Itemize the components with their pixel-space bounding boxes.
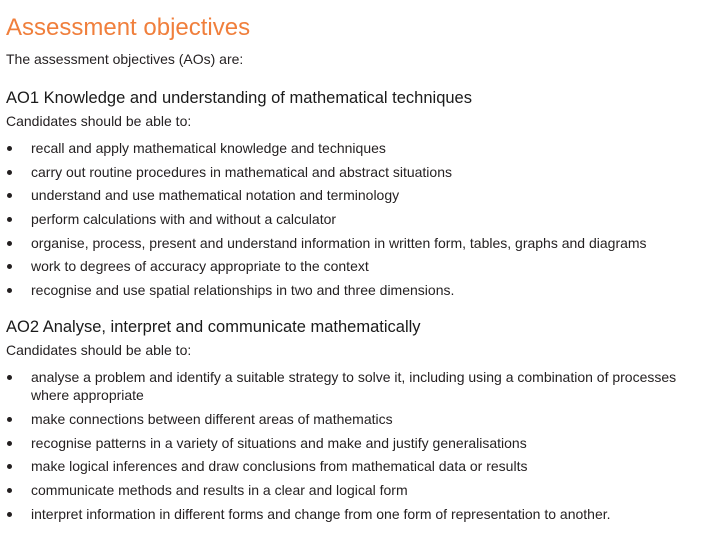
list-item bbox=[6, 257, 726, 276]
list-item bbox=[6, 163, 726, 182]
list-item bbox=[6, 210, 726, 229]
list-item-text: recall and apply mathematical knowledge and techniques bbox=[31, 140, 386, 156]
bullet-icon bbox=[7, 464, 12, 469]
ao1-lead: Candidates should be able to: bbox=[6, 113, 192, 129]
list-item bbox=[6, 281, 726, 300]
list-item-text: recognise patterns in a variety of situations and make and justify generalisations bbox=[31, 434, 527, 451]
list-item-text: organise, process, present and understand information in written form, tables, graphs and diagrams bbox=[31, 234, 647, 251]
bullet-icon bbox=[7, 417, 12, 422]
list-item bbox=[6, 234, 726, 253]
intro-text: The assessment objectives (AOs) are: bbox=[6, 51, 244, 67]
list-item-text: carry out routine procedures in mathematical and abstract situations bbox=[31, 163, 452, 180]
ao2-bullet-list bbox=[6, 368, 726, 523]
list-item-text: perform calculations with and without a calculator bbox=[31, 211, 337, 228]
list-item-text: communicate methods and results in a clear and logical form bbox=[31, 481, 408, 498]
list-item bbox=[6, 457, 726, 476]
list-item bbox=[6, 481, 726, 500]
ao2-heading: AO2 Analyse, interpret and communicate mathematically bbox=[6, 317, 421, 336]
list-item-text: make logical inferences and draw conclusions from mathematical data or results bbox=[31, 458, 528, 475]
list-item bbox=[6, 434, 726, 453]
bullet-icon bbox=[7, 241, 12, 246]
list-item bbox=[6, 505, 726, 524]
ao2-lead: Candidates should be able to: bbox=[6, 341, 192, 358]
bullet-icon bbox=[7, 193, 12, 198]
page-title: Assessment objectives bbox=[6, 14, 251, 41]
bullet-icon bbox=[7, 264, 12, 269]
bullet-icon bbox=[7, 170, 12, 175]
ao1-bullet-list bbox=[6, 139, 726, 300]
list-item-text: work to degrees of accuracy appropriate to the context bbox=[31, 258, 369, 275]
list-item-text: make connections between different areas of mathematics bbox=[31, 410, 393, 427]
list-item-text: analyse a problem and identify a suitable strategy to solve it, including using a combination of processes where appropriate bbox=[31, 368, 677, 404]
list-item-text: recognise and use spatial relationships in two and three dimensions. bbox=[31, 282, 455, 299]
list-item bbox=[6, 368, 726, 405]
bullet-icon bbox=[7, 488, 12, 493]
bullet-icon bbox=[7, 441, 12, 446]
bullet-icon bbox=[7, 146, 12, 151]
list-item bbox=[6, 410, 726, 429]
ao1-section bbox=[6, 88, 726, 300]
list-item bbox=[6, 139, 726, 158]
bullet-icon bbox=[7, 288, 12, 293]
ao2-section bbox=[6, 317, 726, 523]
bullet-icon bbox=[7, 512, 12, 517]
ao1-heading: AO1 Knowledge and understanding of mathematical techniques bbox=[6, 89, 472, 107]
bullet-icon bbox=[7, 375, 12, 380]
bullet-icon bbox=[7, 217, 12, 222]
list-item bbox=[6, 186, 726, 205]
list-item-text: interpret information in different forms and change from one form of representation to another. bbox=[31, 505, 611, 522]
list-item-text: understand and use mathematical notation and terminology bbox=[31, 187, 400, 204]
